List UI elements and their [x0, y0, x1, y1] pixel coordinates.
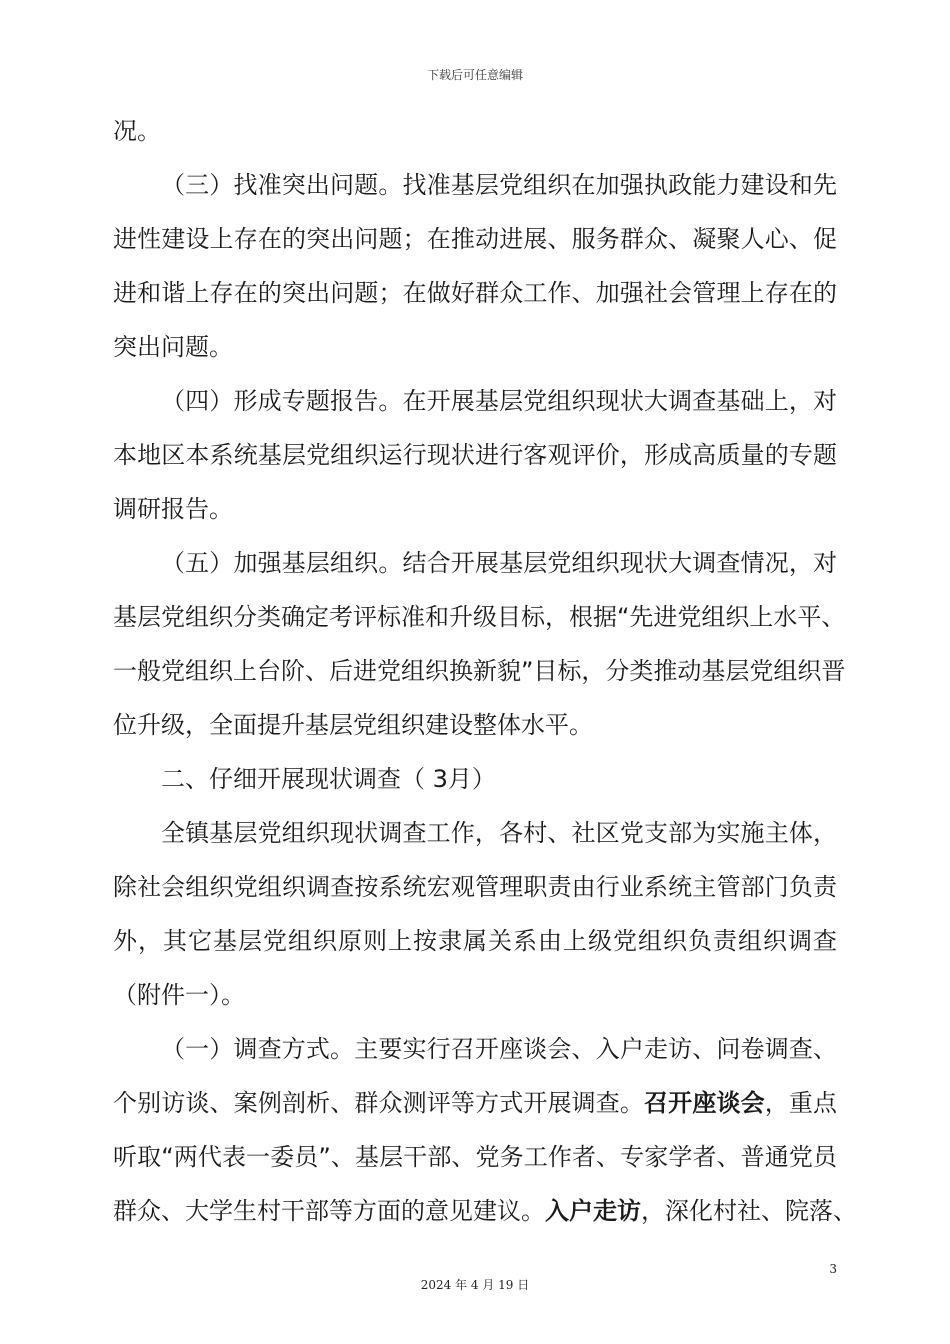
text-line: 况。 — [113, 117, 161, 145]
page-footer-date: 2024 年 4 月 19 日 — [420, 1278, 530, 1292]
text-line: 除社会组织党组织调查按系统宏观管理职责由行业系统主管部门负责 — [113, 873, 837, 901]
text-line: （附件一）。 — [113, 981, 245, 1009]
text-line: 进和谐上存在的突出问题；在做好群众工作、加强社会管理上存在的 — [113, 279, 837, 307]
text-segment: 群众、大学生村干部等方面的意见建议。 — [113, 1197, 545, 1225]
text-line: 突出问题。 — [113, 333, 233, 361]
text-line: （一）调查方式。主要实行召开座谈会、入户走访、问卷调查、 — [161, 1035, 837, 1063]
bold-term: 入户走访 — [545, 1197, 641, 1225]
text-line: 进性建设上存在的突出问题；在推动进展、服务群众、凝聚人心、促 — [113, 225, 837, 253]
document-body — [113, 104, 857, 1238]
page-header: 下载后可任意编辑 — [426, 68, 523, 82]
text-segment: ，重点 — [764, 1089, 838, 1117]
text-line: 一般党组织上台阶、后进党组织换新貌”目标，分类推动基层党组织晋 — [113, 657, 846, 685]
text-line: 全镇基层党组织现状调查工作，各村、社区党支部为实施主体， — [161, 819, 837, 847]
text-line: （三）找准突出问题。找准基层党组织在加强执政能力建设和先 — [161, 171, 837, 199]
text-line: 位升级，全面提升基层党组织建设整体水平。 — [113, 711, 593, 739]
text-line: 听取“两代表一委员”、基层干部、党务工作者、专家学者、普通党员 — [113, 1143, 837, 1171]
text-line: 基层党组织分类确定考评标准和升级目标，根据“先进党组织上水平、 — [113, 603, 846, 631]
text-line — [113, 1184, 857, 1238]
bold-term: 召开座谈会 — [644, 1089, 765, 1117]
text-line — [113, 1076, 837, 1130]
text-segment: ，深化村社、院落、 — [641, 1197, 857, 1225]
page-number: 3 — [829, 1262, 837, 1276]
text-line: 本地区本系统基层党组织运行现状进行客观评价，形成高质量的专题 — [113, 441, 837, 469]
section-heading: 二、仔细开展现状调查（ 3月） — [161, 765, 496, 793]
text-line: 调研报告。 — [113, 495, 233, 523]
text-line: （五）加强基层组织。结合开展基层党组织现状大调查情况，对 — [161, 549, 837, 577]
text-line: （四）形成专题报告。在开展基层党组织现状大调查基础上，对 — [161, 387, 837, 415]
text-segment: 个别访谈、案例剖析、群众测评等方式开展调查。 — [113, 1089, 645, 1117]
text-line: 外，其它基层党组织原则上按隶属关系由上级党组织负责组织调查 — [113, 927, 837, 955]
